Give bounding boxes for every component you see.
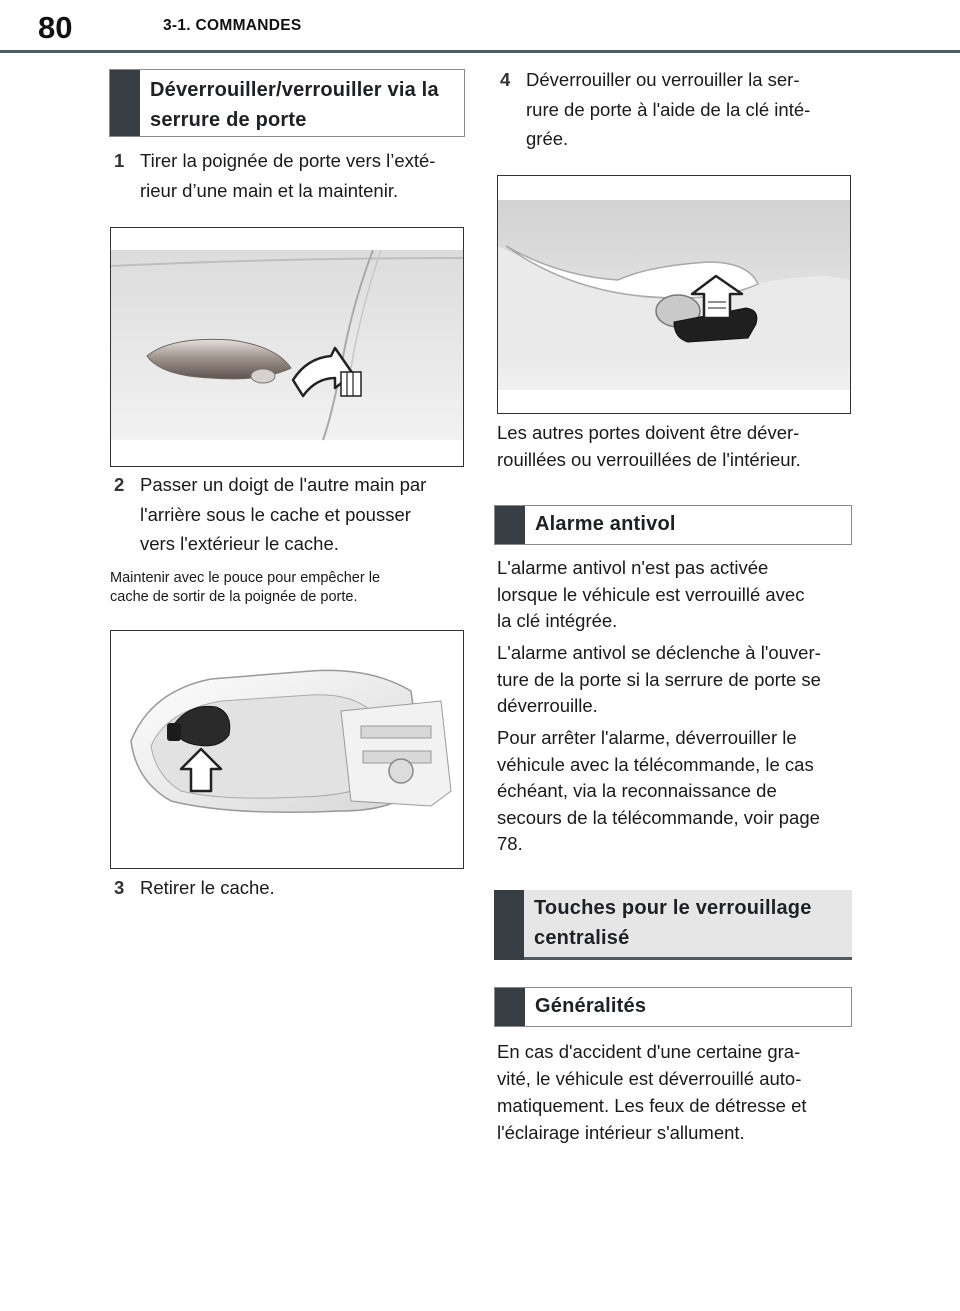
section-heading-general xyxy=(494,987,852,1027)
section-heading-door-lock xyxy=(109,69,465,137)
note-line: cache de sortir de la poignée de porte. xyxy=(110,589,358,605)
paragraph-line: Les autres portes doivent être déver- xyxy=(497,422,800,443)
paragraph-alarm-3 xyxy=(497,725,857,858)
paragraph-line: véhicule avec la télécommande, le cas xyxy=(497,753,814,775)
paragraph-line: 78. xyxy=(497,833,523,854)
paragraph-line: la clé intégrée. xyxy=(497,610,618,631)
note-text xyxy=(110,569,470,607)
section-title: Déverrouiller/verrouiller via la serrure de porte xyxy=(150,79,439,131)
step-4 xyxy=(500,65,856,154)
step-1 xyxy=(114,146,470,205)
step-number: 2 xyxy=(114,474,125,495)
header-rule xyxy=(0,50,960,53)
paragraph-alarm-1 xyxy=(497,555,857,635)
paragraph-line: l'éclairage intérieur s'allument. xyxy=(497,1122,745,1143)
figure-door-handle-pull xyxy=(110,227,464,467)
step-number: 1 xyxy=(114,150,125,171)
paragraph-line: ture de la porte si la serrure de porte se xyxy=(497,668,821,690)
section-title: Touches pour le verrouillage centralisé xyxy=(534,897,812,949)
heading-bar xyxy=(495,988,525,1026)
paragraph-line: secours de la télécommande, voir page xyxy=(497,806,820,828)
step-number: 4 xyxy=(500,69,511,90)
figure-handle-cover xyxy=(110,630,464,869)
note-line: Maintenir avec le pouce pour empêcher le xyxy=(110,570,381,586)
paragraph-line: En cas d'accident d'une certaine gra- xyxy=(497,1041,801,1062)
paragraph-line: L'alarme antivol se déclenche à l'ouver- xyxy=(497,642,821,663)
step-line: rure de porte à l'aide de la clé inté- xyxy=(526,98,811,120)
heading-bar xyxy=(110,70,140,136)
paragraph-line: rouillées ou verrouillées de l'intérieur. xyxy=(497,448,801,470)
section-heading-alarm xyxy=(494,505,852,545)
heading-bar xyxy=(494,890,524,960)
paragraph-alarm-2 xyxy=(497,640,857,720)
paragraph-line: déverrouille. xyxy=(497,695,598,716)
step-line: Tirer la poignée de porte vers l’exté- xyxy=(140,150,436,171)
section-title: Généralités xyxy=(535,995,647,1017)
step-3 xyxy=(114,873,470,903)
paragraph-line: vité, le véhicule est déverrouillé auto- xyxy=(497,1068,802,1089)
paragraph-line: matiquement. Les feux de détresse et xyxy=(497,1095,807,1116)
paragraph-line: lorsque le véhicule est verrouillé avec xyxy=(497,583,805,605)
step-line: vers l'extérieur le cache. xyxy=(140,533,339,554)
chapter-title: 3-1. COMMANDES xyxy=(163,17,302,34)
key-lock-illustration xyxy=(498,176,850,413)
step-2 xyxy=(114,470,470,559)
section-heading-central-locking xyxy=(494,890,852,960)
step-line: Retirer le cache. xyxy=(140,877,275,898)
step-line: l'arrière sous le cache et pousser xyxy=(140,503,411,525)
paragraph-line: échéant, via la reconnaissance de xyxy=(497,780,777,801)
heading-bar xyxy=(495,506,525,544)
step-line: Déverrouiller ou verrouiller la ser- xyxy=(526,69,800,90)
step-number: 3 xyxy=(114,877,125,898)
step-line: grée. xyxy=(526,128,569,149)
paragraph-general-1 xyxy=(497,1038,857,1146)
step-line: Passer un doigt de l'autre main par xyxy=(140,474,427,495)
step-line: rieur d’une main et la maintenir. xyxy=(140,179,399,201)
handle-cover-illustration xyxy=(111,631,463,868)
paragraph-line: L'alarme antivol n'est pas activée xyxy=(497,557,769,578)
paragraph-line: Pour arrêter l'alarme, déverrouiller le xyxy=(497,727,797,748)
figure-key-in-lock xyxy=(497,175,851,414)
section-title: Alarme antivol xyxy=(535,513,676,535)
paragraph-other-doors xyxy=(497,420,857,473)
door-handle-illustration xyxy=(111,228,463,466)
page-number: 80 xyxy=(38,10,73,45)
